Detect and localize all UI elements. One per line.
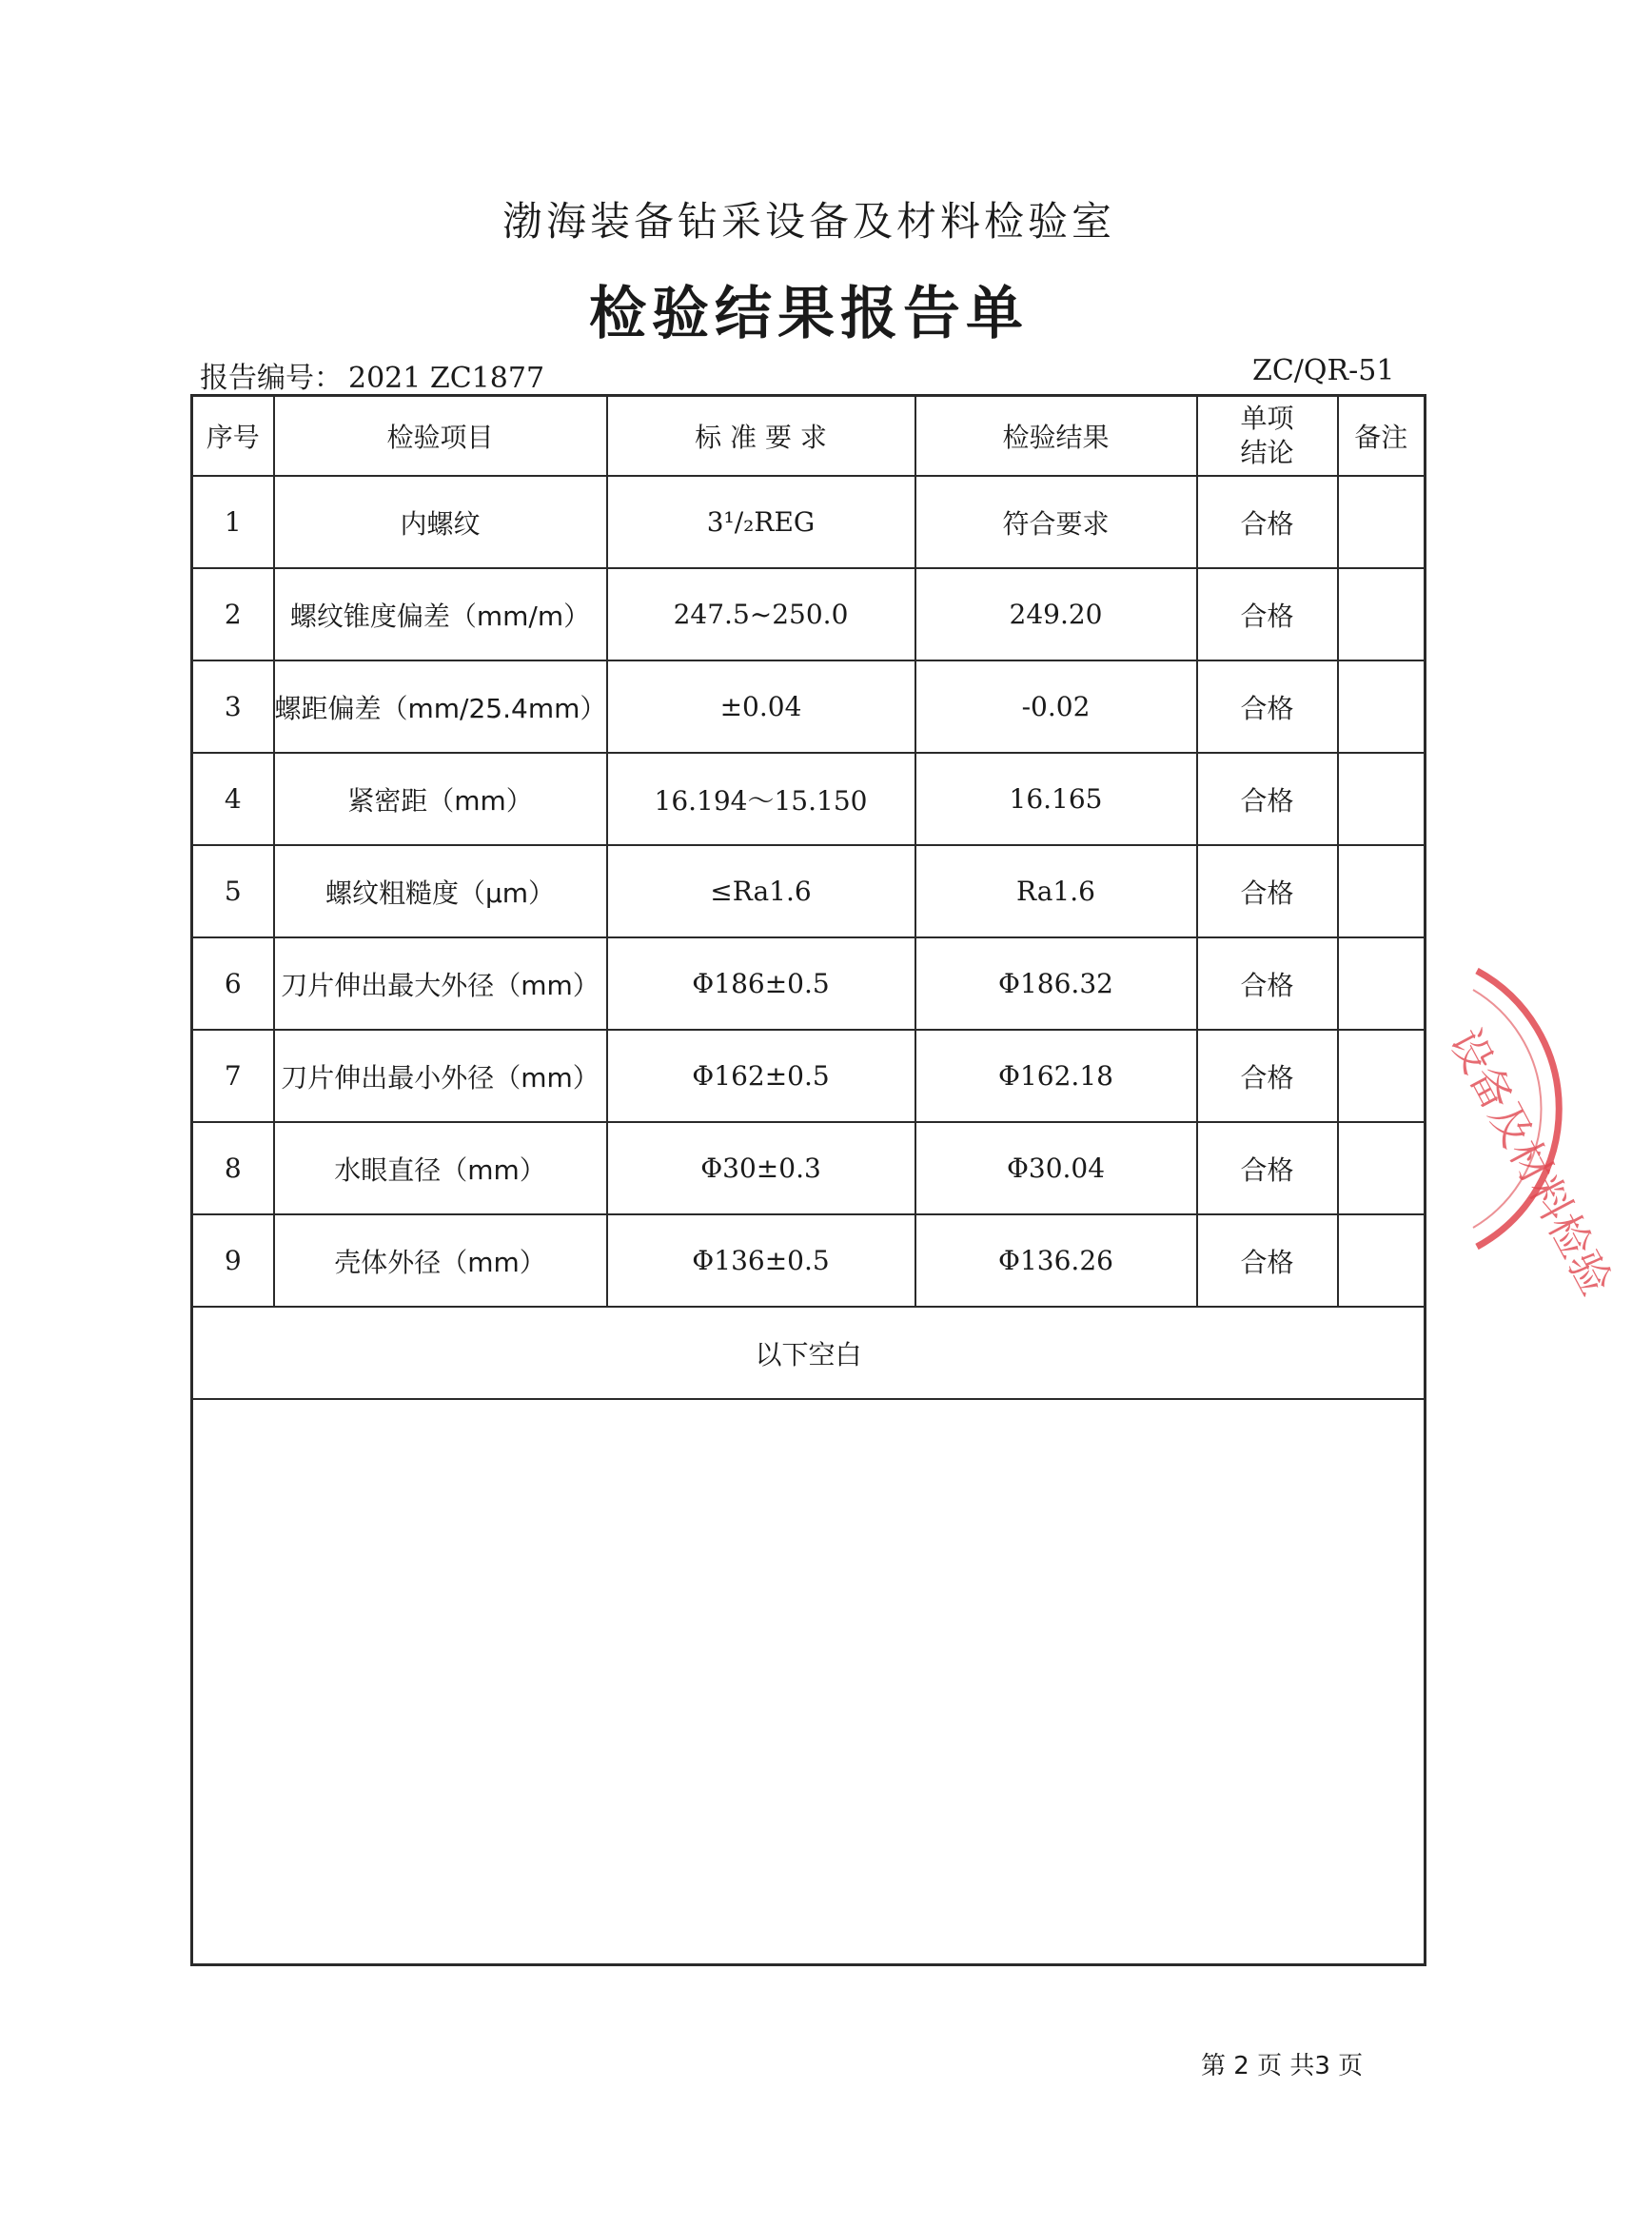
results-table — [190, 394, 1426, 1966]
cell-seq: 1 — [192, 476, 274, 568]
table-row — [192, 1214, 1426, 1307]
table-header-row — [192, 396, 1426, 477]
cell-conclusion: 合格 — [1197, 1030, 1338, 1122]
cell-item: 螺纹粗糙度（μm） — [274, 845, 607, 937]
empty-area-row — [192, 1399, 1426, 1965]
cell-remark — [1338, 937, 1426, 1030]
cell-conclusion: 合格 — [1197, 1214, 1338, 1307]
form-code: ZC/QR-51 — [1252, 354, 1395, 387]
header-standard: 标 准 要 求 — [607, 396, 915, 477]
cell-standard: ±0.04 — [607, 660, 915, 753]
table-row — [192, 845, 1426, 937]
cell-standard: 3¹/₂REG — [607, 476, 915, 568]
cell-result: 249.20 — [915, 568, 1197, 660]
cell-result: 16.165 — [915, 753, 1197, 845]
report-number-label: 报告编号： — [200, 362, 343, 395]
cell-seq: 5 — [192, 845, 274, 937]
cell-item: 刀片伸出最大外径（mm） — [274, 937, 607, 1030]
cell-result: Φ162.18 — [915, 1030, 1197, 1122]
cell-item: 紧密距（mm） — [274, 753, 607, 845]
cell-result: Φ136.26 — [915, 1214, 1197, 1307]
cell-remark — [1338, 753, 1426, 845]
cell-seq: 3 — [192, 660, 274, 753]
blank-note: 以下空白 — [192, 1307, 1426, 1399]
cell-conclusion: 合格 — [1197, 568, 1338, 660]
organization-name: 渤海装备钻采设备及材料检验室 — [502, 198, 1115, 245]
cell-conclusion: 合格 — [1197, 1122, 1338, 1214]
cell-conclusion: 合格 — [1197, 753, 1338, 845]
table-row — [192, 1030, 1426, 1122]
cell-conclusion: 合格 — [1197, 845, 1338, 937]
cell-remark — [1338, 1122, 1426, 1214]
cell-seq: 2 — [192, 568, 274, 660]
blank-note-row — [192, 1307, 1426, 1399]
header-seq: 序号 — [192, 396, 274, 477]
cell-result: 符合要求 — [915, 476, 1197, 568]
header-result: 检验结果 — [915, 396, 1197, 477]
cell-result: Ra1.6 — [915, 845, 1197, 937]
report-number — [200, 354, 544, 396]
cell-seq: 9 — [192, 1214, 274, 1307]
cell-remark — [1338, 660, 1426, 753]
seal-text: 设备及材料检验 — [1440, 1021, 1621, 1304]
header-item: 检验项目 — [274, 396, 607, 477]
cell-standard: ≤Ra1.6 — [607, 845, 915, 937]
header-conclusion-line1: 单项 — [1240, 403, 1294, 434]
cell-seq: 8 — [192, 1122, 274, 1214]
cell-remark — [1338, 568, 1426, 660]
inspection-seal-stamp — [1440, 952, 1652, 1304]
cell-item: 螺纹锥度偏差（mm/m） — [274, 568, 607, 660]
header-remark: 备注 — [1338, 396, 1426, 477]
cell-item: 螺距偏差（mm/25.4mm） — [274, 660, 607, 753]
cell-standard: Φ136±0.5 — [607, 1214, 915, 1307]
cell-conclusion: 合格 — [1197, 476, 1338, 568]
cell-seq: 6 — [192, 937, 274, 1030]
cell-result: -0.02 — [915, 660, 1197, 753]
cell-remark — [1338, 1030, 1426, 1122]
cell-result: Φ30.04 — [915, 1122, 1197, 1214]
page-number: 第 2 页 共3 页 — [1201, 2052, 1364, 2080]
cell-item: 刀片伸出最小外径（mm） — [274, 1030, 607, 1122]
cell-remark — [1338, 845, 1426, 937]
report-title: 检验结果报告单 — [589, 281, 1029, 347]
cell-seq: 4 — [192, 753, 274, 845]
table-row — [192, 660, 1426, 753]
cell-standard: Φ30±0.3 — [607, 1122, 915, 1214]
cell-seq: 7 — [192, 1030, 274, 1122]
cell-conclusion: 合格 — [1197, 660, 1338, 753]
header-conclusion-line2: 结论 — [1240, 437, 1294, 468]
cell-result: Φ186.32 — [915, 937, 1197, 1030]
table-row — [192, 1122, 1426, 1214]
table-row — [192, 937, 1426, 1030]
cell-remark — [1338, 476, 1426, 568]
table-row — [192, 476, 1426, 568]
cell-standard: Φ186±0.5 — [607, 937, 915, 1030]
table-row — [192, 568, 1426, 660]
cell-item: 水眼直径（mm） — [274, 1122, 607, 1214]
cell-item: 内螺纹 — [274, 476, 607, 568]
cell-standard: 16.194～15.150 — [607, 753, 915, 845]
header-conclusion — [1197, 396, 1338, 477]
cell-item: 壳体外径（mm） — [274, 1214, 607, 1307]
cell-conclusion: 合格 — [1197, 937, 1338, 1030]
report-number-value: 2021 ZC1877 — [348, 362, 545, 395]
cell-standard: 247.5~250.0 — [607, 568, 915, 660]
cell-remark — [1338, 1214, 1426, 1307]
empty-area — [192, 1399, 1426, 1965]
cell-standard: Φ162±0.5 — [607, 1030, 915, 1122]
table-row — [192, 753, 1426, 845]
